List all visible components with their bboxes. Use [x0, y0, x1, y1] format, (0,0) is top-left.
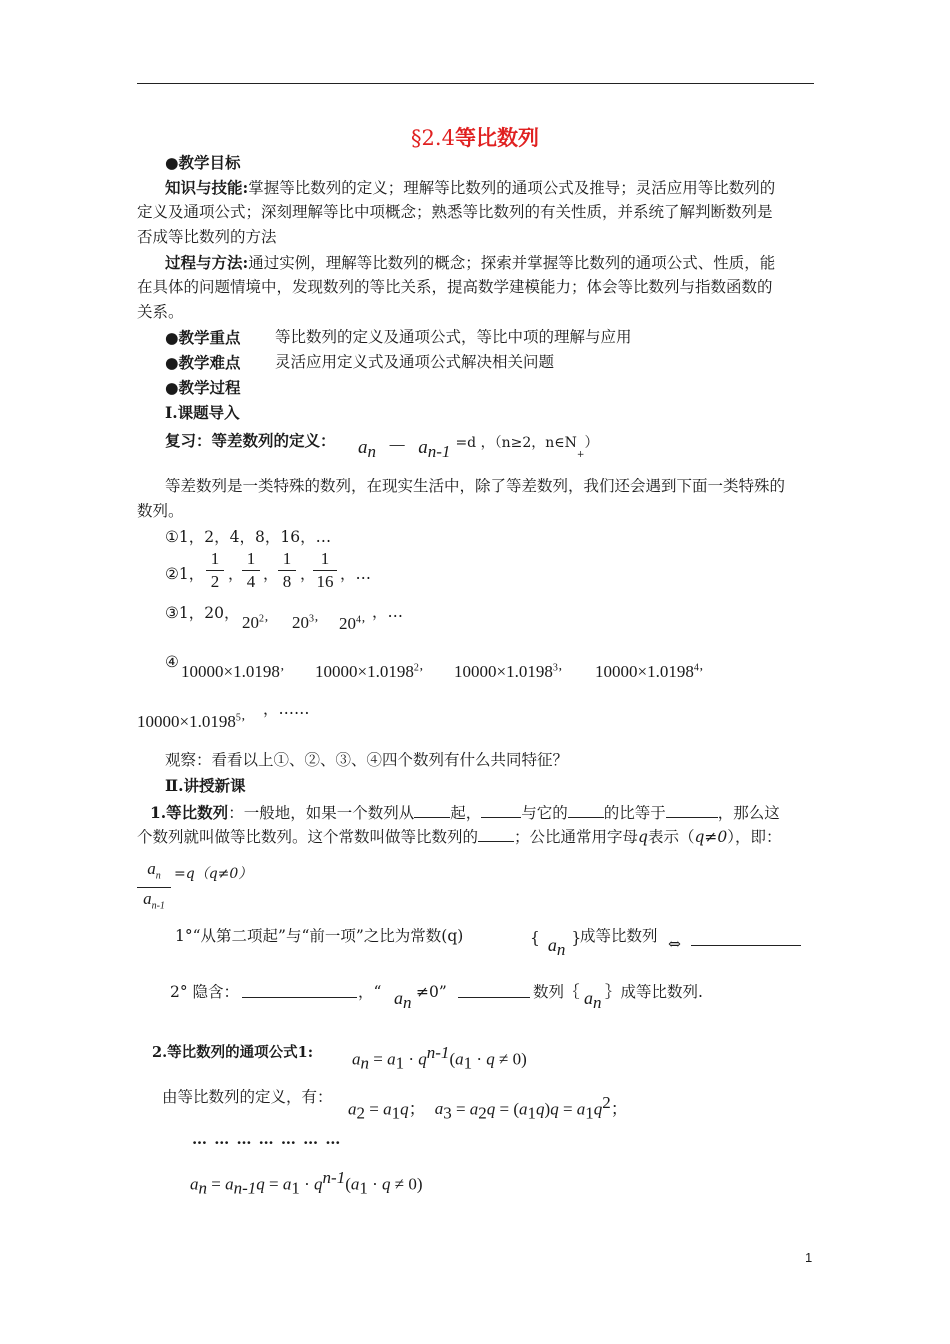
- process-heading: ●教学过程: [165, 378, 241, 397]
- title-text: 等比数列: [454, 125, 539, 150]
- section-symbol: §2.4: [411, 126, 455, 150]
- observe-question: 观察：看看以上①、②、③、④四个数列有什么共同特征？: [165, 751, 569, 769]
- blank-5[interactable]: [478, 827, 514, 842]
- sequence-1: ①1，2，4，8，16，…: [165, 528, 332, 546]
- process-line2: 在具体的问题情境中，发现数列的等比关系，提高数学建模能力；体会等比数列与指数函数的: [137, 278, 773, 296]
- ratio-fraction: $a_n$ $a_{n-1}$: [137, 859, 171, 917]
- note-2-an-2: $a_n$: [584, 988, 602, 1013]
- blank-4[interactable]: [666, 803, 718, 818]
- seq3-term-4: $20^4$’: [339, 614, 366, 633]
- seq4-term-3: $10000\times 1.0198^3$’: [454, 662, 563, 681]
- sequence-3-prefix: ③1，20，: [165, 604, 240, 622]
- review-label: 复习：等差数列的定义：: [165, 431, 336, 450]
- difficulty-row: ●教学难点: [165, 353, 241, 372]
- header-rule: [137, 83, 814, 84]
- note-1-seq: { $a_n$}: [530, 929, 582, 960]
- seq3-term-2: $20^2$’: [242, 613, 269, 632]
- seq2-frac-4: 1 16: [313, 549, 337, 592]
- from-definition: 由等比数列的定义，有：: [162, 1088, 333, 1106]
- knowledge-line1: 知识与技能:掌握等比数列的定义；理解等比数列的通项公式及推导；灵活应用等比数列的: [165, 178, 776, 197]
- process-line3: 关系。: [137, 303, 184, 321]
- iff-arrow: ⇔: [668, 935, 681, 953]
- general-term-derived: $a_n = a_{n-1}q = a_1 \cdot q^{n-1}(a_1 \cdot q \ne 0)$: [190, 1168, 423, 1198]
- knowledge-line3: 否成等比数列的方法: [137, 228, 277, 246]
- seq2-frac-2: 1 4: [242, 549, 260, 592]
- process-line1: 过程与方法:通过实例，理解等比数列的概念；探索并掌握等比数列的通项公式、性质，能: [165, 253, 776, 272]
- definition-line2: 个数列就叫做等比数列。这个常数叫做等比数列的 ；公比通常用字母q表示（q≠0），即：: [137, 828, 782, 846]
- knowledge-line2: 定义及通项公式；深刻理解等比中项概念；熟悉等比数列的有关性质，并系统了解判断数列是: [137, 203, 773, 221]
- keypoint-text: 等比数列的定义及通项公式，等比中项的理解与应用: [275, 328, 632, 346]
- difficulty-text: 灵活应用定义式及通项公式解决相关问题: [275, 353, 555, 371]
- seq4-term-5: $10000\times 1.0198^5$’: [137, 712, 246, 731]
- seq2-frac-1: 1 2: [206, 549, 224, 592]
- derivation-line: $a_2 = a_1q$； $a_3 = a_2q = (a_1q)q = a_1q^2$；: [348, 1093, 628, 1123]
- seq3-term-3: $20^3$’: [292, 613, 319, 632]
- ratio-tail: =q（q≠0）: [174, 866, 253, 882]
- objectives-heading: ●教学目标: [165, 153, 241, 172]
- seq4-term-4: $10000\times 1.0198^4$’: [595, 662, 704, 681]
- note-2-an: $a_n$: [394, 988, 412, 1013]
- definition-line1: 1.等比数列：一般地，如果一个数列从 起， 与它的 的比等于 ，那么这: [150, 803, 780, 822]
- note-1: 1°“从第二项起”与“前一项”之比为常数(q): [175, 927, 464, 945]
- sequence-2-prefix: ②1，: [165, 565, 205, 583]
- blank-2[interactable]: [481, 803, 521, 818]
- formula-label: 2.等比数列的通项公式1:: [152, 1044, 314, 1061]
- note-2-label: 2° 隐含：: [170, 983, 240, 1001]
- seq2-frac-3: 1 8: [278, 549, 296, 592]
- intro-line1: 等差数列是一类特殊的数列，在现实生活中，除了等差数列，我们还会遇到下面一类特殊的: [165, 477, 786, 495]
- review-formula: $a_n - a_{n-1} =d$ ，（n≥2，$n\in N_+$）: [358, 435, 599, 462]
- dots-row: … … … … … … …: [192, 1130, 342, 1148]
- intro-line2: 数列。: [137, 502, 184, 520]
- note-2-blank-1[interactable]: [242, 983, 357, 998]
- page-number: 1: [805, 1250, 813, 1265]
- section-2-heading: Ⅱ.讲授新课: [165, 776, 246, 795]
- keypoint-row: ●教学重点: [165, 328, 241, 347]
- sequence-4-prefix: ④: [165, 653, 179, 671]
- section-1-heading: Ⅰ.课题导入: [165, 403, 240, 422]
- seq4-term-1: 10000×1.0198’: [181, 662, 285, 681]
- page-title: [0, 122, 950, 152]
- note-1-blank[interactable]: [691, 931, 801, 946]
- general-term-formula: $a_n = a_1 \cdot q^{n-1}(a_1 \cdot q \ne 0)$: [352, 1043, 527, 1073]
- blank-3[interactable]: [568, 803, 604, 818]
- note-1-tail: 成等比数列: [580, 927, 658, 945]
- note-2-blank-2[interactable]: [458, 983, 530, 998]
- seq4-term-2: $10000\times 1.0198^2$’: [315, 662, 424, 681]
- blank-1[interactable]: [414, 803, 450, 818]
